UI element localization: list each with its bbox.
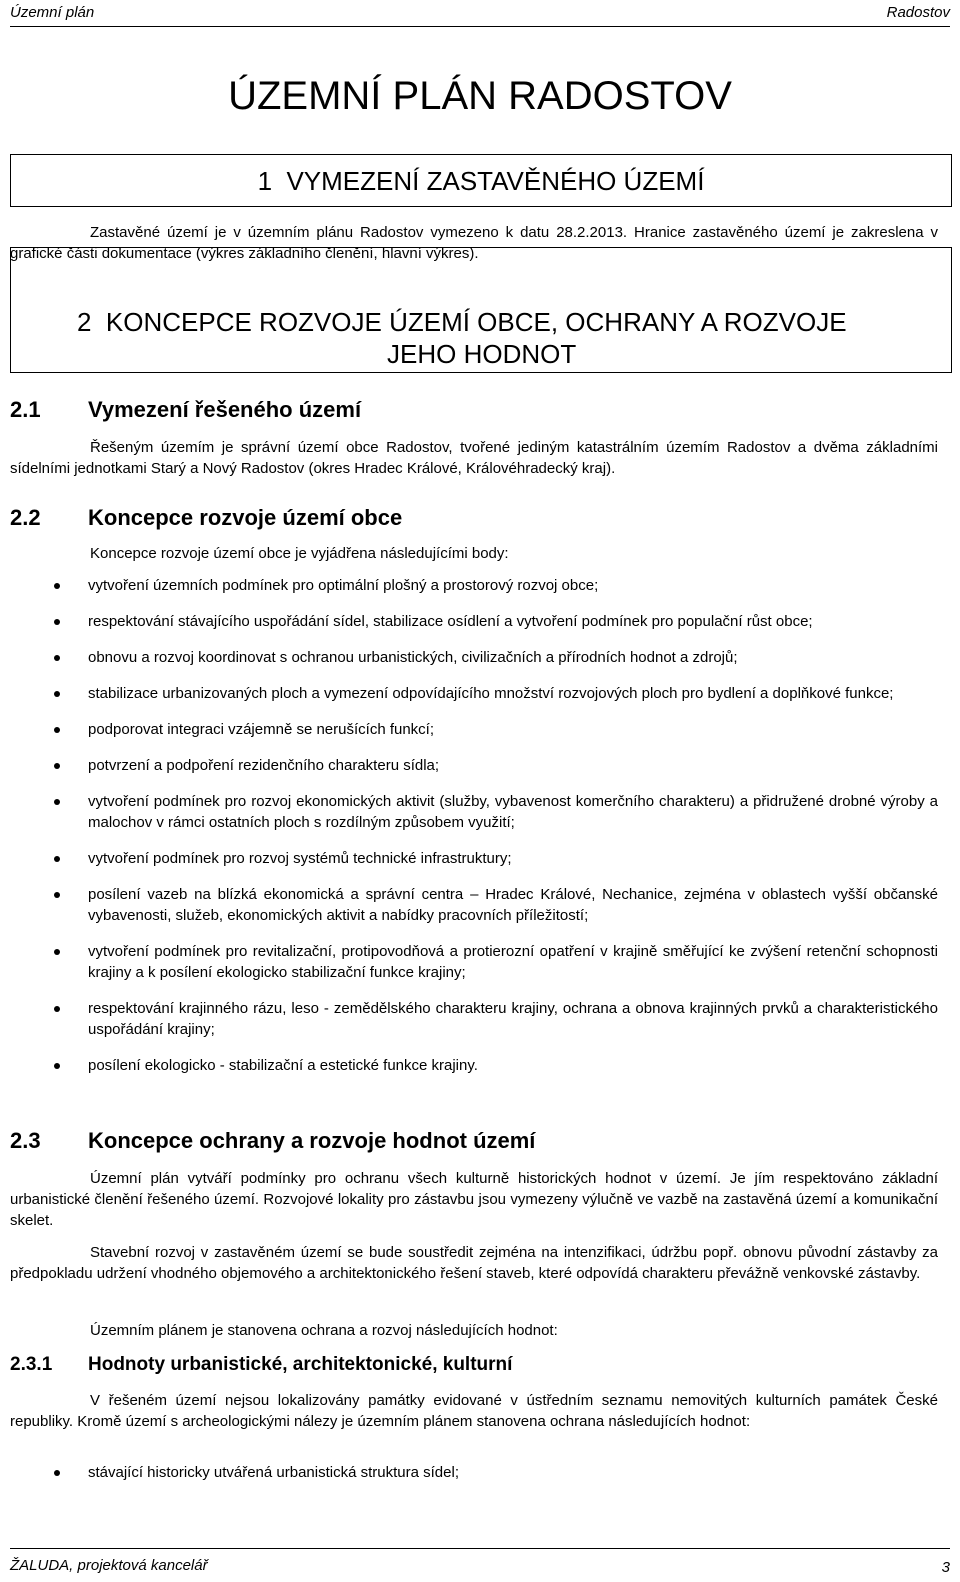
bullet-icon [54, 583, 60, 589]
list-item: vytvoření územních podmínek pro optimální plošný a prostorový rozvoj obce; [10, 575, 938, 596]
header-left: Územní plán [10, 4, 95, 21]
page-number: 3 [941, 1559, 950, 1576]
bullet-icon [54, 949, 60, 955]
header-right: Radostov [886, 4, 950, 21]
section-1-heading: 1 VYMEZENÍ ZASTAVĚNÉHO ÚZEMÍ [257, 166, 705, 196]
list-item: podporovat integraci vzájemně se nerušících funkcí; [10, 719, 938, 740]
section-2-1-text: Řešeným územím je správní území obce Radostov, tvořené jediným katastrálním územím Radostov a dvěma základními sídelními jednotkami Starý a Nový Radostov (okres Hradec Králové, Královéhradecký kraj). [10, 439, 938, 477]
section-2-2-title: Koncepce rozvoje území obce [88, 505, 403, 530]
bullet-icon [54, 892, 60, 898]
section-2-3-1-title: Hodnoty urbanistické, architektonické, kulturní [88, 1354, 513, 1375]
list-item: vytvoření podmínek pro rozvoj systémů technické infrastruktury; [10, 848, 938, 869]
list-item: obnovu a rozvoj koordinovat s ochranou urbanistických, civilizačních a přírodních hodnot a zdrojů; [10, 647, 938, 668]
bullet-icon [54, 763, 60, 769]
bullet-icon [54, 655, 60, 661]
bullet-icon [54, 727, 60, 733]
section-2-2-heading [10, 504, 402, 532]
section-2-2-intro: Koncepce rozvoje území obce je vyjádřena následujícími body: [90, 545, 509, 562]
section-2-3-1-number: 2.3.1 [10, 1354, 53, 1375]
section-2-3-paragraph-2: Stavební rozvoj v zastavěném území se bude soustředit zejména na intenzifikaci, údržbu popř. obnovu původní zástavby za předpokladu udržení vhodného objemového a architektonického řešení staveb, které odpovídá charakteru převážně venkovské zástavby. [10, 1244, 938, 1282]
footer-left: ŽALUDA, projektová kancelář [10, 1557, 208, 1574]
section-2-1-paragraph [10, 437, 938, 479]
section-2-3-paragraph-3: Územním plánem je stanovena ochrana a rozvoj následujících hodnot: [90, 1322, 558, 1339]
section-2-1-heading [10, 396, 361, 424]
section-1-text: Zastavěné území je v územním plánu Radostov vymezeno k datu 28.2.2013. Hranice zastavěného území je zakreslena v grafické části dokumentace (výkres základního členění, hlavní výkres). [10, 224, 938, 262]
section-2-2-list [10, 575, 938, 1091]
list-item: vytvoření podmínek pro revitalizační, protipovodňová a protierozní opatření v krajině směřující ke zvýšení retenční schopnosti krajiny a k posílení ekologicko stabilizační funkce krajiny; [10, 941, 938, 983]
list-item: vytvoření podmínek pro rozvoj ekonomických aktivit (služby, vybavenost komerčního charakteru) a přidružené drobné výroby a malochov v rámci ostatních ploch s rozdílným způsobem využití; [10, 791, 938, 833]
bullet-icon [54, 691, 60, 697]
bullet-icon [54, 799, 60, 805]
section-2-1-number: 2.1 [10, 397, 41, 422]
list-item: stávající historicky utvářená urbanistická struktura sídel; [10, 1462, 938, 1483]
page-footer [10, 1548, 950, 1579]
section-2-3-1-heading [10, 1353, 512, 1377]
section-2-3-1-list [10, 1462, 938, 1498]
page-header [10, 2, 950, 27]
section-2-heading-line1: 2 KONCEPCE ROZVOJE ÚZEMÍ OBCE, OCHRANY A ROZVOJE [77, 307, 847, 337]
bullet-icon [54, 1063, 60, 1069]
bullet-icon [54, 1470, 60, 1476]
bullet-icon [54, 619, 60, 625]
section-2-1-title: Vymezení řešeného území [88, 397, 362, 422]
section-2-2-number: 2.2 [10, 505, 41, 530]
bullet-icon [54, 1006, 60, 1012]
section-2-heading-line2: JEHO HODNOT [387, 339, 577, 369]
list-item: respektování stávajícího uspořádání sídel, stabilizace osídlení a vytvoření podmínek pro populační růst obce; [10, 611, 938, 632]
list-item: stabilizace urbanizovaných ploch a vymezení odpovídajícího množství rozvojových ploch pro bydlení a doplňkové funkce; [10, 683, 938, 704]
bullet-icon [54, 856, 60, 862]
section-2-3-1-paragraph: V řešeném území nejsou lokalizovány památky evidované v ústředním seznamu nemovitých kulturních památek České republiky. Kromě území s archeologickými nálezy je územním plánem stanovena ochrana následujících hodnot: [10, 1392, 938, 1430]
list-item: posílení ekologicko - stabilizační a estetické funkce krajiny. [10, 1055, 938, 1076]
section-2-3-heading [10, 1127, 535, 1155]
section-2-3-number: 2.3 [10, 1128, 41, 1153]
section-2-heading-box [10, 247, 952, 373]
section-1-heading-box [10, 154, 952, 207]
list-item: respektování krajinného rázu, leso - zemědělského charakteru krajiny, ochrana a obnova krajinných prvků a charakteristického uspořádání krajiny; [10, 998, 938, 1040]
document-title: ÚZEMNÍ PLÁN RADOSTOV [228, 74, 732, 118]
list-item: posílení vazeb na blízká ekonomická a správní centra – Hradec Králové, Nechanice, zejména v oblastech vyšší občanské vybavenosti, služeb, ekonomických aktivit a nabídky pracovních příležitostí; [10, 884, 938, 926]
section-2-3-paragraph-1: Územní plán vytváří podmínky pro ochranu všech kulturně historických hodnot v území. Je jím respektováno základní urbanistické členění řešeného území. Rozvojové lokality pro zástavbu jsou vymezeny výlučně ve vazbě na zastavěná území a komunikační skelet. [10, 1170, 938, 1229]
section-2-3-title: Koncepce ochrany a rozvoje hodnot území [88, 1128, 536, 1153]
list-item: potvrzení a podpoření rezidenčního charakteru sídla; [10, 755, 938, 776]
